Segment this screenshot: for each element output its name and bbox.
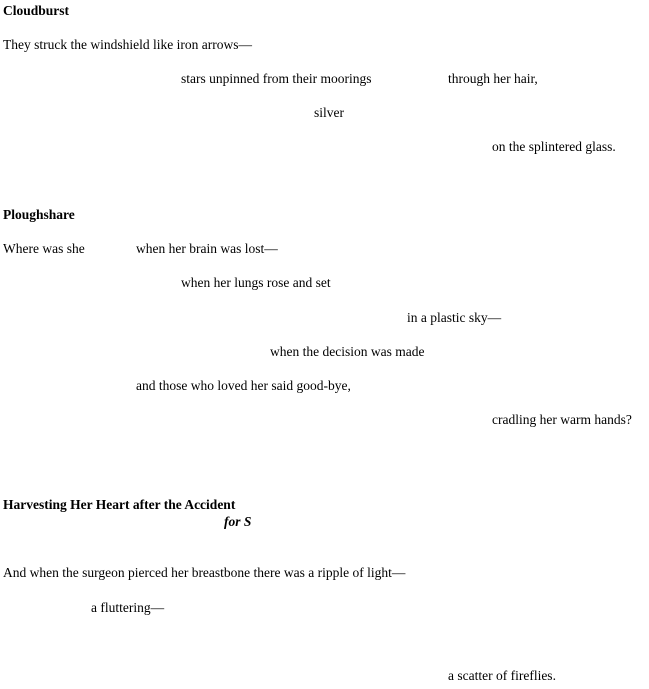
poem-line: on the splintered glass. bbox=[492, 139, 616, 154]
poem-title: Ploughshare bbox=[3, 207, 75, 222]
poem-line: through her hair, bbox=[448, 71, 538, 86]
poem-dedication: for S bbox=[224, 514, 252, 529]
poem-line: silver bbox=[314, 105, 344, 120]
poem-line: cradling her warm hands? bbox=[492, 412, 632, 427]
poem-line: when the decision was made bbox=[270, 344, 425, 359]
poem-line: stars unpinned from their moorings bbox=[181, 71, 372, 86]
poem-line: Where was she bbox=[3, 241, 85, 256]
poem-line: a scatter of fireflies. bbox=[448, 668, 556, 683]
poem-line: in a plastic sky— bbox=[407, 310, 502, 325]
poem-line: and those who loved her said good-bye, bbox=[136, 378, 351, 393]
poem-title: Harvesting Her Heart after the Accident bbox=[3, 497, 236, 512]
poem-line: a fluttering— bbox=[91, 600, 165, 615]
poem-title: Cloudburst bbox=[3, 3, 70, 18]
poem-line: And when the surgeon pierced her breastbone there was a ripple of light— bbox=[3, 565, 406, 580]
poem-line: when her lungs rose and set bbox=[181, 275, 331, 290]
poem-line: They struck the windshield like iron arrows— bbox=[3, 37, 252, 52]
poem-line: when her brain was lost— bbox=[136, 241, 278, 256]
